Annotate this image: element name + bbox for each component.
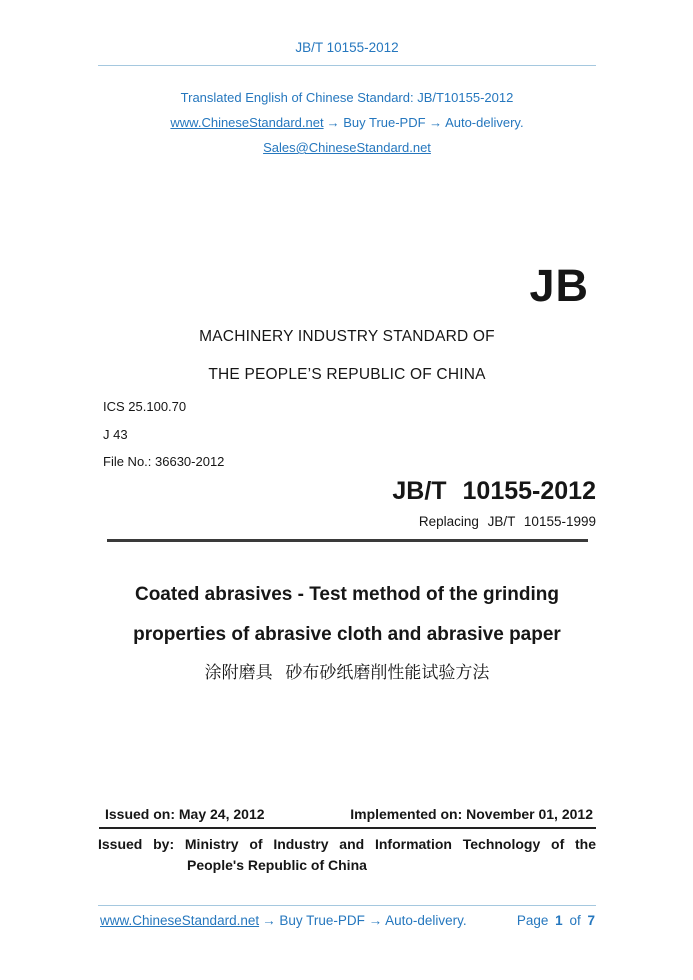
standard-logo-jb: JB (529, 260, 589, 311)
issued-by-line2: People's Republic of China (187, 857, 367, 873)
issued-divider-rule (99, 827, 596, 829)
header-rule (98, 65, 596, 66)
replacing-note: Replacing JB/T 10155-1999 (418, 514, 596, 529)
standard-title-en-line1: Coated abrasives - Test method of the grinding (134, 584, 560, 605)
ics-code: ICS 25.100.70 (103, 399, 187, 414)
title-divider-rule (107, 539, 588, 542)
footer-buy-line (100, 913, 467, 928)
issued-on-date: Issued on: May 24, 2012 (105, 806, 265, 822)
footer-rule (98, 905, 596, 906)
header-doc-code: JB/T 10155-2012 (295, 40, 399, 55)
website-link[interactable]: www.ChineseStandard.net (170, 115, 324, 130)
issued-by-block (98, 834, 596, 876)
org-title-line2: THE PEOPLE’S REPUBLIC OF CHINA (208, 366, 486, 383)
footer-buy-line-text: → Buy True-PDF → Auto-delivery. (262, 913, 467, 928)
translated-standard-line: Translated English of Chinese Standard: JB/T10155-2012 (180, 90, 514, 105)
issue-dates-row (105, 806, 593, 822)
sales-email-link[interactable]: Sales@ChineseStandard.net (263, 140, 431, 155)
issued-by-line1: Issued by: Ministry of Industry and Information Technology of the (98, 836, 596, 852)
page-label: Page (516, 913, 549, 928)
standard-title-zh: 涂附磨具 砂布砂纸磨削性能试验方法 (204, 663, 490, 682)
page-current: 1 (555, 913, 563, 928)
footer-website-link[interactable]: www.ChineseStandard.net (100, 913, 260, 928)
standard-title-en-line2: properties of abrasive cloth and abrasive paper (133, 624, 561, 645)
page-indicator (517, 913, 595, 928)
page-total: 7 (587, 913, 595, 928)
footer-row (100, 913, 595, 928)
implemented-on-date: Implemented on: November 01, 2012 (350, 806, 593, 822)
buy-line-text: → Buy True-PDF → Auto-delivery. (326, 115, 524, 130)
file-number: File No.: 36630-2012 (103, 454, 225, 469)
org-title-line1: MACHINERY INDUSTRY STANDARD OF (199, 328, 495, 345)
standard-number: JB/T 10155-2012 (392, 477, 596, 505)
header-buy-line (98, 115, 596, 130)
page-of-label: of (569, 913, 581, 928)
classification-code: J 43 (103, 427, 128, 442)
